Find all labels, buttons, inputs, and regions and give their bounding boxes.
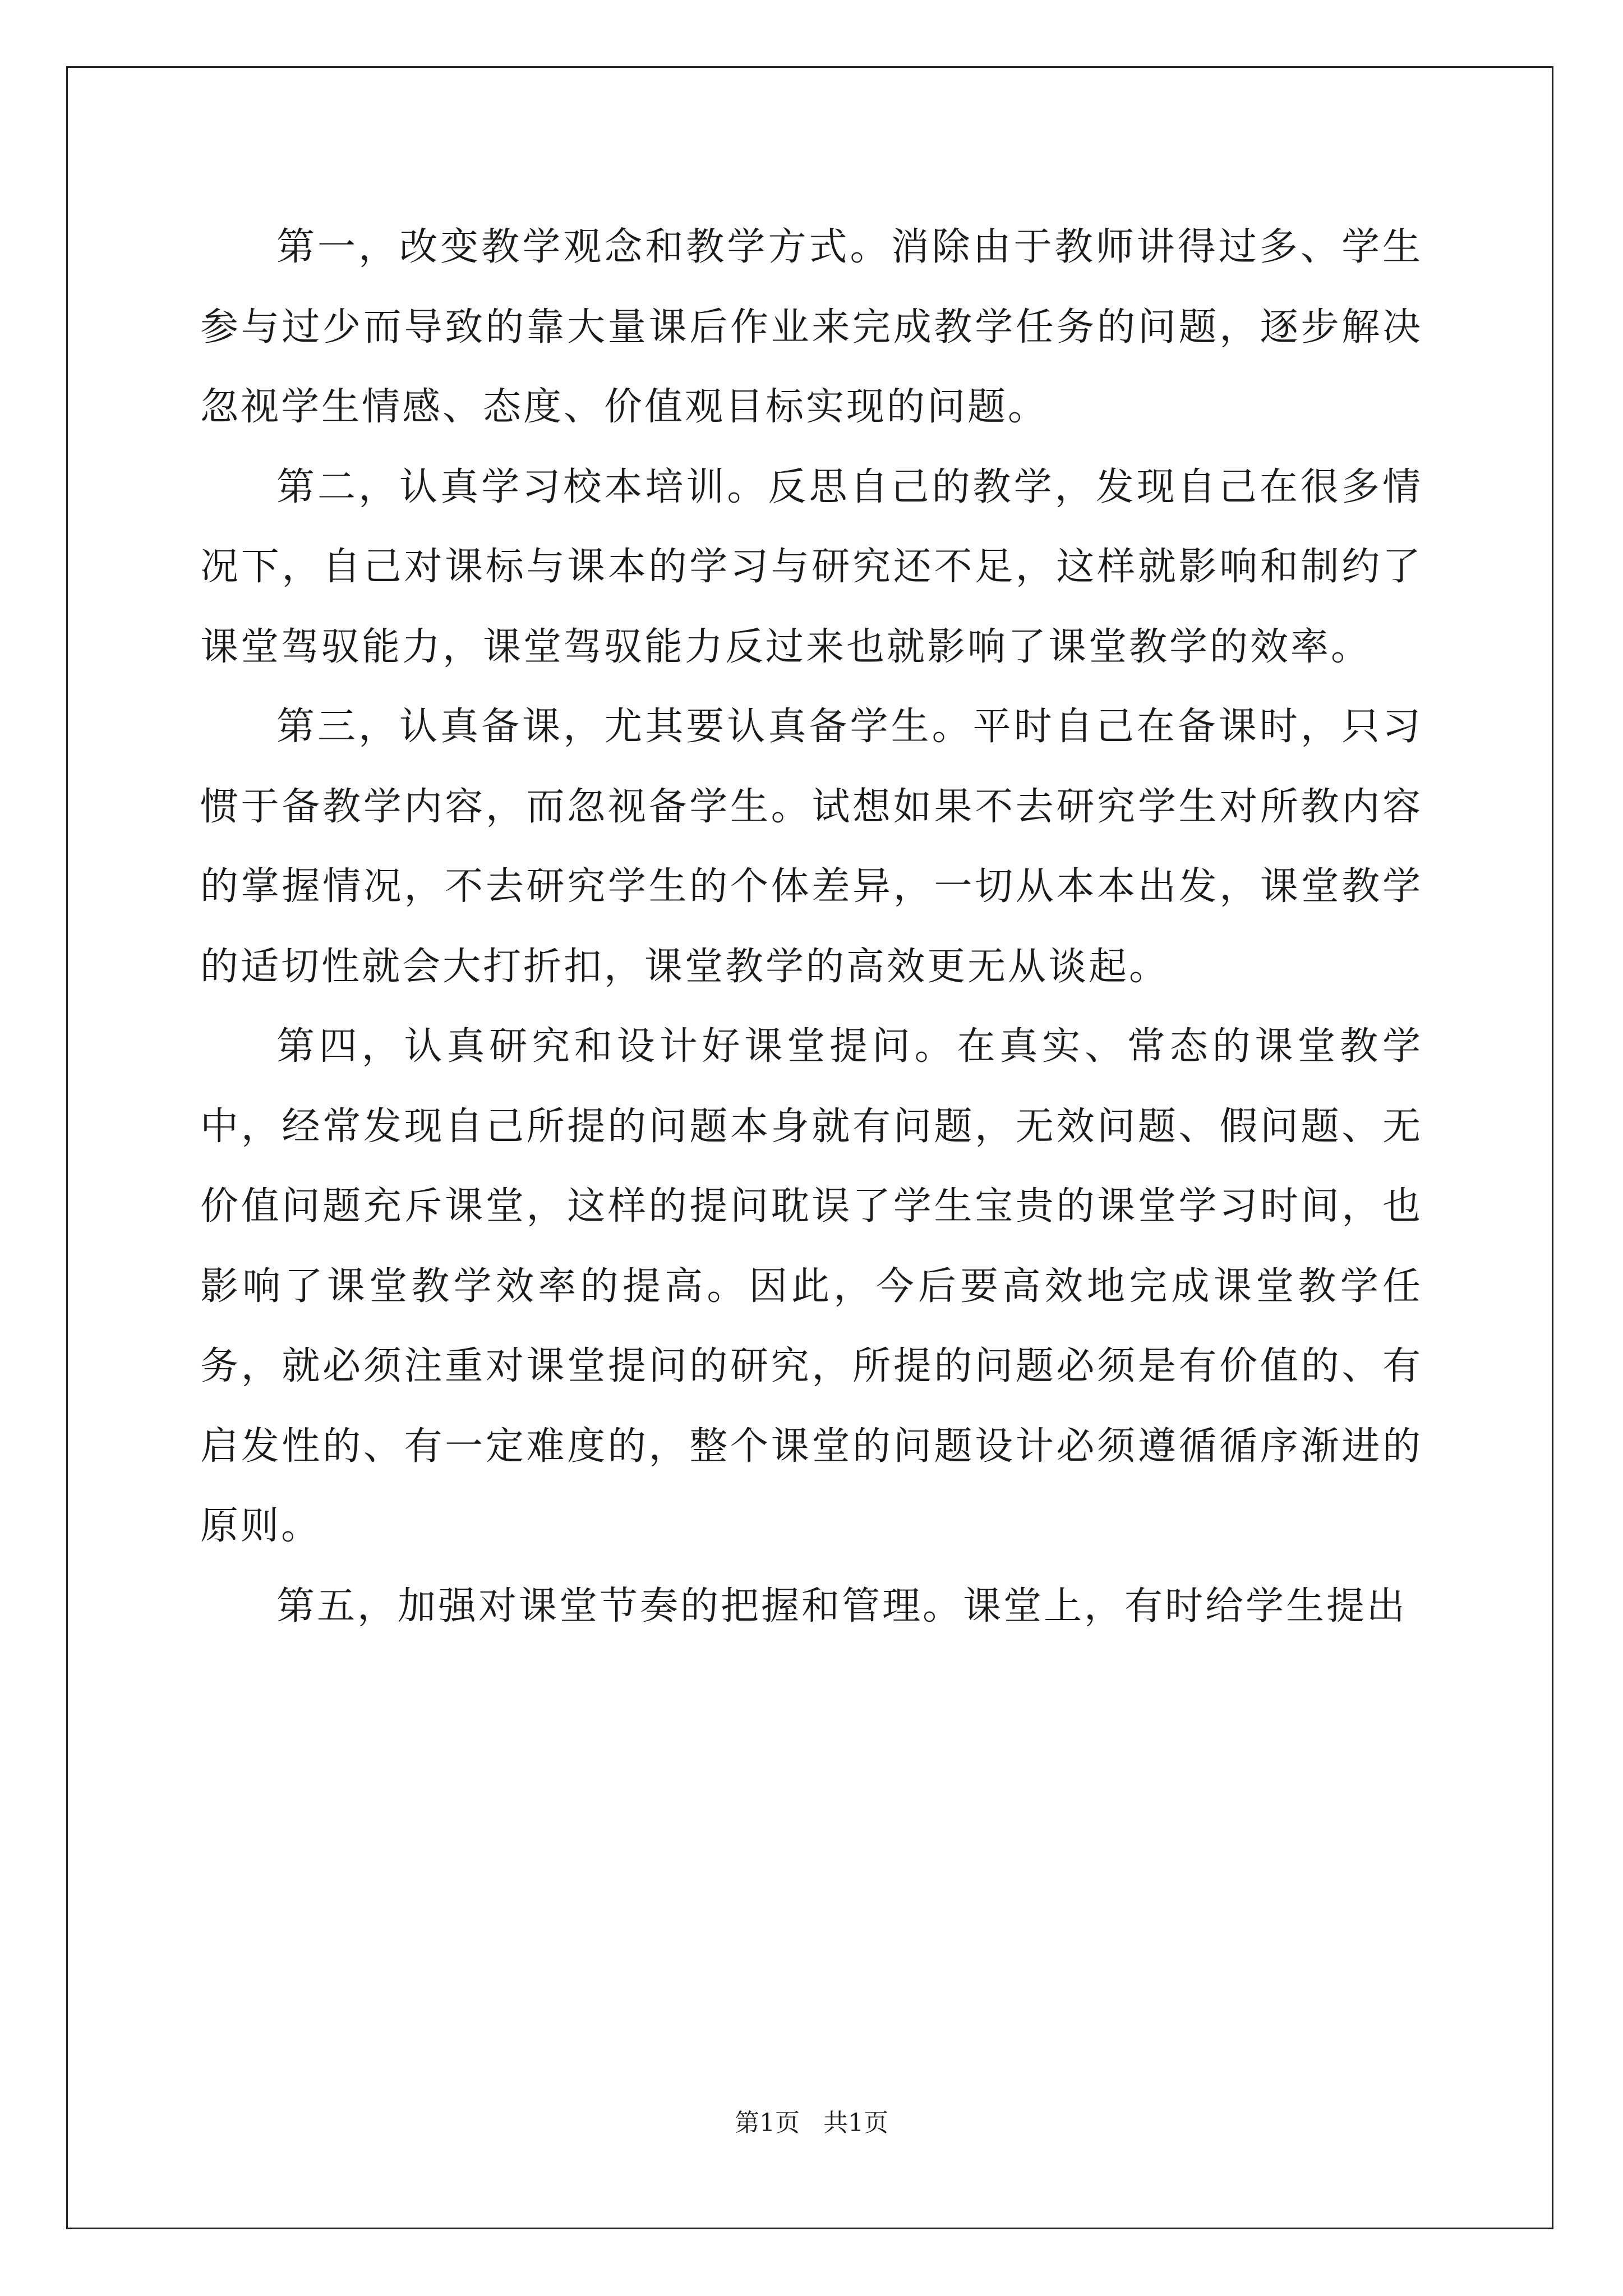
paragraph-5: 第五，加强对课堂节奏的把握和管理。课堂上，有时给学生提出 [276, 1584, 1408, 1628]
paragraph-1: 第一，改变教学观念和教学方式。消除由于教师讲得过多、学生参与过少而导致的靠大量课后作业来完成教学任务的问题，逐步解决忽视学生情感、态度、价值观目标实现的问题。 [200, 225, 1423, 429]
paragraph-2: 第二，认真学习校本培训。反思自己的教学，发现自己在很多情况下，自己对课标与课本的学习与研究还不足，这样就影响和制约了课堂驾驭能力，课堂驾驭能力反过来也就影响了课堂教学的效率。 [200, 464, 1423, 669]
paragraph-3: 第三，认真备课，尤其要认真备学生。平时自己在备课时，只习惯于备教学内容，而忽视备学生。试想如果不去研究学生对所教内容的掌握情况，不去研究学生的个体差异，一切从本本出发，课堂教学的适切性就会大打折扣，课堂教学的高效更无从谈起。 [200, 705, 1423, 989]
document-body [200, 208, 1423, 1646]
paragraph-4: 第四，认真研究和设计好课堂提问。在真实、常态的课堂教学中，经常发现自己所提的问题本身就有问题，无效问题、假问题、无价值问题充斥课堂，这样的提问耽误了学生宝贵的课堂学习时间，也影响了课堂教学效率的提高。因此，今后要高效地完成课堂教学任务，就必须注重对课堂提问的研究，所提的问题必须是有价值的、有启发性的、有一定难度的，整个课堂的问题设计必须遵循循序渐进的原则。 [200, 1024, 1423, 1548]
page-number-footer: 第1页 共1页 [735, 2109, 888, 2137]
